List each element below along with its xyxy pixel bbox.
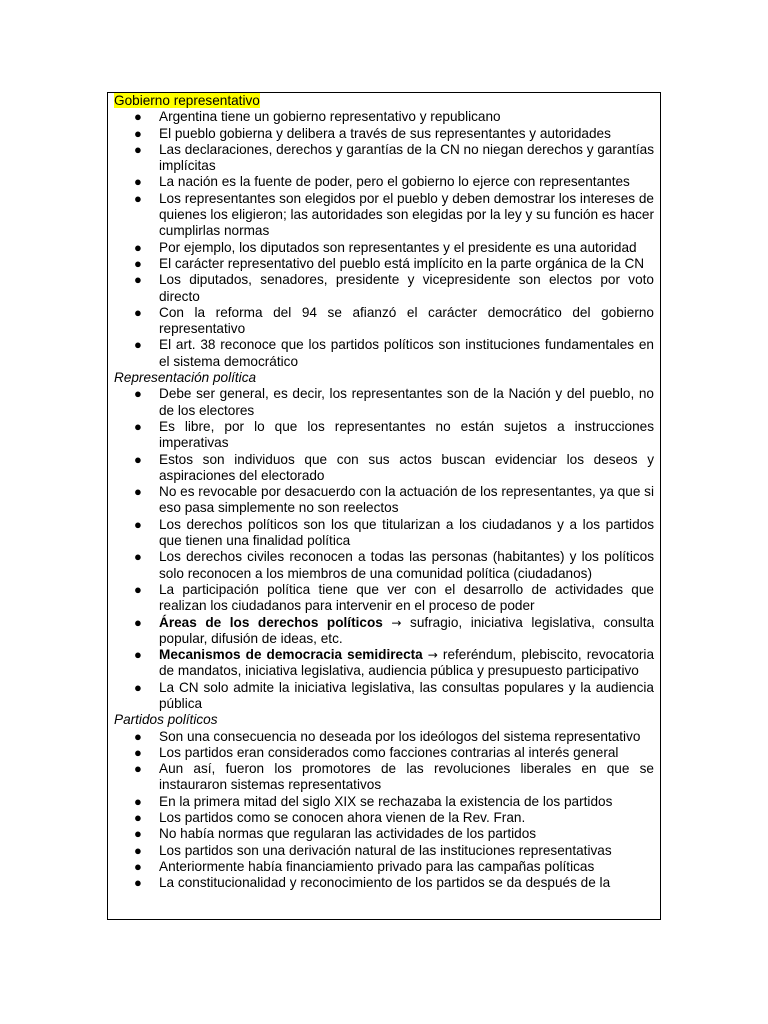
- list-item: [114, 647, 654, 680]
- list-item-text: La CN solo admite la iniciativa legislativa, las consultas populares y la audiencia pública: [159, 679, 654, 711]
- bold-term: Áreas de los derechos políticos: [159, 614, 383, 630]
- list-item: [114, 810, 654, 826]
- list-item: [114, 517, 654, 550]
- bullet-icon: ●: [134, 484, 142, 500]
- list-item: [114, 419, 654, 452]
- section-title: Partidos políticos: [114, 712, 218, 728]
- list-item-text: La nación es la fuente de poder, pero el gobierno lo ejerce con representantes: [159, 174, 630, 190]
- list-item: [114, 549, 654, 582]
- bullet-icon: ●: [134, 549, 142, 565]
- bullet-list: [114, 386, 654, 712]
- list-item: [114, 794, 654, 810]
- bullet-icon: ●: [134, 141, 142, 157]
- list-item-text: [159, 615, 654, 646]
- list-item-text: Argentina tiene un gobierno representativo y republicano: [159, 109, 501, 125]
- list-item-text: [159, 647, 654, 678]
- section-gobierno-representativo: [114, 93, 654, 370]
- list-item: [114, 843, 654, 859]
- list-item: [114, 729, 654, 745]
- list-item-text: El carácter representativo del pueblo está implícito en la parte orgánica de la CN: [159, 255, 645, 271]
- bullet-icon: ●: [134, 679, 142, 695]
- list-item: [114, 142, 654, 175]
- bullet-icon: ●: [134, 826, 142, 842]
- list-item: [114, 680, 654, 713]
- bullet-icon: ●: [134, 614, 142, 630]
- list-item-text: Los representantes son elegidos por el pueblo y deben demostrar los intereses de quienes los eligieron; las autoridades son elegidas por la ley y su función es hacer cumplirlas normas: [159, 190, 654, 239]
- list-item-text: Los derechos políticos son los que titularizan a los ciudadanos y a los partidos que tienen una finalidad política: [159, 516, 654, 549]
- list-item-text: Las declaraciones, derechos y garantías de la CN no niegan derechos y garantías implícitas: [159, 141, 654, 174]
- bullet-icon: ●: [134, 858, 142, 874]
- list-item-text: La participación política tiene que ver con el desarrollo de actividades que realizan los ciudadanos para intervenir en el proceso de poder: [159, 581, 654, 614]
- list-item: [114, 826, 654, 842]
- bullet-icon: ●: [134, 255, 142, 271]
- bullet-icon: ●: [134, 516, 142, 532]
- list-item-text: Con la reforma del 94 se afianzó el carácter democrático del gobierno representativo: [159, 304, 654, 337]
- list-item: [114, 337, 654, 370]
- bullet-list: [114, 729, 654, 892]
- arrow-right-icon: →: [391, 615, 402, 630]
- list-item: [114, 386, 654, 419]
- highlighted-heading: Gobierno representativo: [114, 93, 260, 108]
- list-item-text: Por ejemplo, los diputados son representantes y el presidente es una autoridad: [159, 239, 637, 255]
- list-item: [114, 875, 654, 891]
- bullet-icon: ●: [134, 581, 142, 597]
- bullet-list: [114, 109, 654, 370]
- bullet-icon: ●: [134, 386, 142, 402]
- list-item-text: Es libre, por lo que los representantes no están sujetos a instrucciones imperativas: [159, 418, 654, 451]
- list-item-text: La constitucionalidad y reconocimiento de los partidos se da después de la: [159, 875, 611, 891]
- list-item: [114, 191, 654, 240]
- section-partidos-politicos: [114, 712, 654, 891]
- list-item-detail: referéndum, plebiscito, revocatoria de mandatos, iniciativa legislativa, audiencia pública y presupuesto participativo: [159, 647, 655, 679]
- bullet-icon: ●: [134, 875, 142, 891]
- list-item: [114, 240, 654, 256]
- bold-term: Mecanismos de democracia semidirecta: [159, 647, 423, 663]
- list-item-text: Los derechos civiles reconocen a todas las personas (habitantes) y los políticos solo reconocen a los miembros de una comunidad política (ciudadanos): [159, 549, 654, 581]
- list-item-text: Aun así, fueron los promotores de las revoluciones liberales en que se instauraron sistemas representativos: [159, 761, 654, 793]
- bullet-icon: ●: [134, 109, 142, 125]
- list-item: [114, 174, 654, 190]
- document-page: [107, 92, 661, 920]
- list-item-text: En la primera mitad del siglo XIX se rechazaba la existencia de los partidos: [159, 793, 613, 809]
- list-item-text: Los diputados, senadores, presidente y vicepresidente son electos por voto directo: [159, 272, 654, 304]
- bullet-icon: ●: [134, 272, 142, 288]
- bullet-icon: ●: [134, 451, 142, 467]
- bullet-icon: ●: [134, 810, 142, 826]
- list-item-text: El pueblo gobierna y delibera a través de sus representantes y autoridades: [159, 125, 611, 141]
- section-title: Representación política: [114, 370, 257, 386]
- bullet-icon: ●: [134, 842, 142, 858]
- section-title: [114, 93, 654, 109]
- list-item-text: El art. 38 reconoce que los partidos políticos son instituciones fundamentales en el sistema democrático: [159, 337, 654, 369]
- list-item: [114, 305, 654, 338]
- list-item: [114, 256, 654, 272]
- bullet-icon: ●: [134, 239, 142, 255]
- bullet-icon: ●: [134, 728, 142, 744]
- bullet-icon: ●: [134, 337, 142, 353]
- list-item: [114, 126, 654, 142]
- list-item: [114, 761, 654, 794]
- bullet-icon: ●: [134, 761, 142, 777]
- bullet-icon: ●: [134, 744, 142, 760]
- arrow-right-icon: →: [427, 648, 438, 663]
- bullet-icon: ●: [134, 647, 142, 663]
- list-item-text: Son una consecuencia no deseada por los ideólogos del sistema representativo: [159, 728, 641, 744]
- list-item-text: Los partidos eran considerados como facciones contrarias al interés general: [159, 744, 619, 760]
- list-item-text: Los partidos son una derivación natural de las instituciones representativas: [159, 842, 612, 858]
- list-item-text: Los partidos como se conocen ahora vienen de la Rev. Fran.: [159, 810, 526, 826]
- list-item-text: Debe ser general, es decir, los representantes son de la Nación y del pueblo, no de los electores: [159, 386, 654, 418]
- bullet-icon: ●: [134, 190, 142, 206]
- list-item: [114, 615, 654, 648]
- list-item: [114, 109, 654, 125]
- list-item-text: Anteriormente había financiamiento privado para las campañas políticas: [159, 858, 595, 874]
- list-item-text: Estos son individuos que con sus actos buscan evidenciar los deseos y aspiraciones del electorado: [159, 451, 654, 483]
- list-item: [114, 452, 654, 485]
- list-item: [114, 859, 654, 875]
- section-representacion-politica: [114, 370, 654, 712]
- list-item: [114, 272, 654, 305]
- list-item: [114, 484, 654, 517]
- bullet-icon: ●: [134, 793, 142, 809]
- list-item: [114, 582, 654, 615]
- bullet-icon: ●: [134, 125, 142, 141]
- bullet-icon: ●: [134, 418, 142, 434]
- list-item-text: No había normas que regularan las actividades de los partidos: [159, 826, 537, 842]
- list-item-detail: sufragio, iniciativa legislativa, consulta popular, difusión de ideas, etc.: [159, 614, 655, 646]
- list-item: [114, 745, 654, 761]
- bullet-icon: ●: [134, 304, 142, 320]
- bullet-icon: ●: [134, 174, 142, 190]
- list-item-text: No es revocable por desacuerdo con la actuación de los representantes, ya que si eso pasa simplemente no son reelectos: [159, 484, 654, 516]
